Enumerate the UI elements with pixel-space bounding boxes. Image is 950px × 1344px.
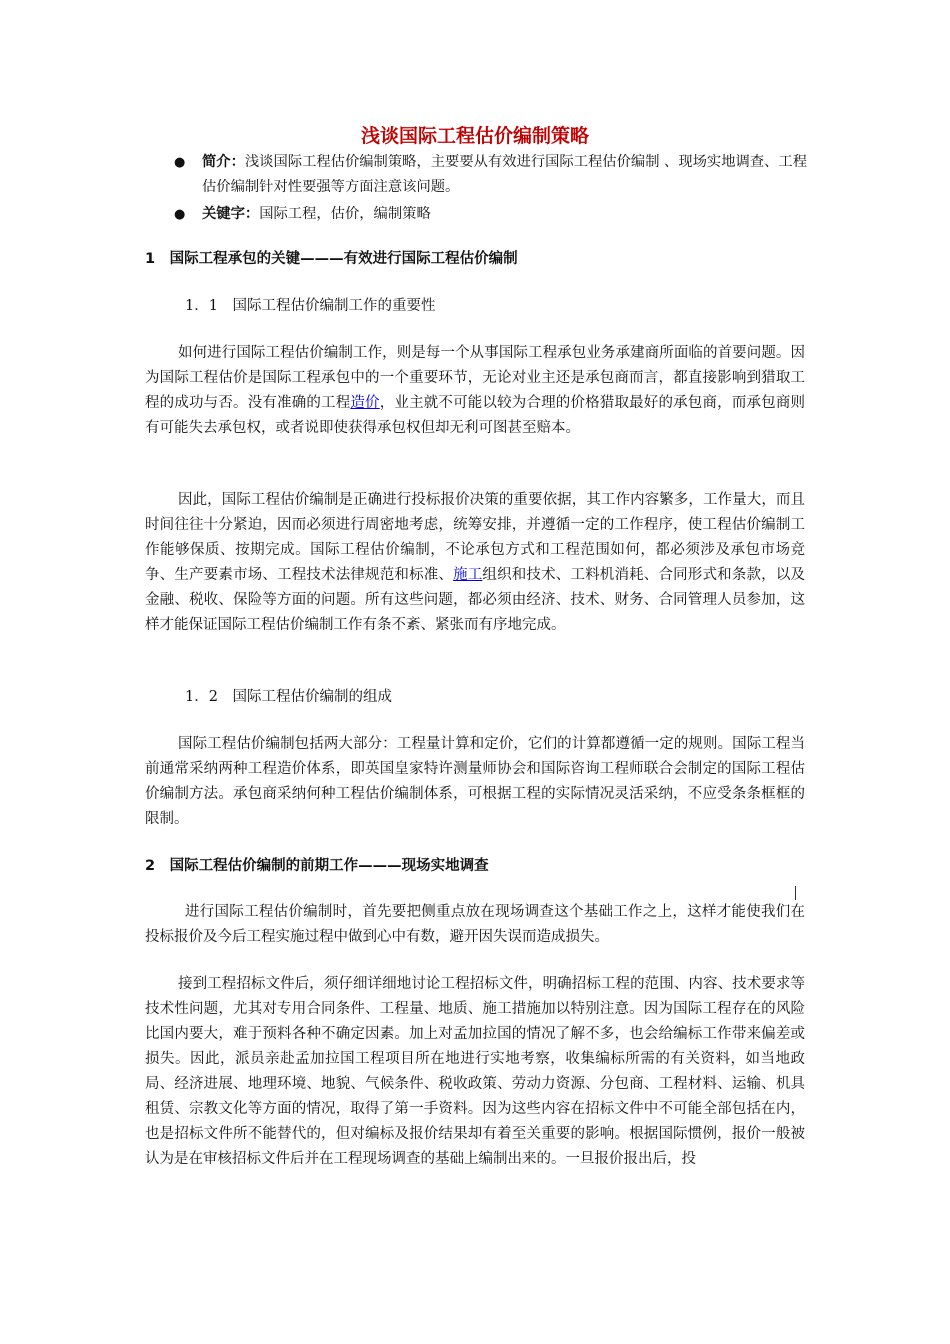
paragraph-text: ，业主就不可能以较为合理的价格猎取最好的承包商，而承包商则有可能失去承包权，或者说即使获得承包权但却无利可图甚至赔本。 [145, 395, 806, 436]
section-1-1-paragraph-1 [145, 341, 805, 441]
paragraph-text: 组织和技术、工料机消耗、合同形式和条款，以及金融、税收、保险等方面的问题。所有这些问题，都必须由经济、技术、财务、合同管理人员参加，这样才能保证国际工程估价编制工作有条不紊、紧张而有序地完成。 [145, 567, 805, 633]
summary-label: 简介： [202, 154, 245, 170]
keywords-label: 关键字： [202, 206, 260, 222]
cost-link[interactable]: 造价 [350, 395, 380, 411]
section-1-2-paragraph: 国际工程估价编制包括两大部分：工程量计算和定价，它们的计算都遵循一定的规则。国际工程当前通常采纳两种工程造价体系，即英国皇家特许测量师协会和国际咨询工程师联合会制定的国际工程估价编制方法。承包商采纳何种工程估价编制体系，可根据工程的实际情况灵活采纳，不应受条条框框的限制。 [145, 736, 805, 827]
section-1-heading: 1 国际工程承包的关键———有效进行国际工程估价编制 [145, 251, 518, 267]
bullet-icon: ● [174, 207, 186, 222]
section-1-1-heading: 1．1 国际工程估价编制工作的重要性 [185, 298, 436, 314]
section-1-2-heading: 1．2 国际工程估价编制的组成 [185, 689, 392, 705]
section-2-paragraph-1: 进行国际工程估价编制时，首先要把侧重点放在现场调查这个基础工作之上，这样才能使我们在投标报价及今后工程实施过程中做到心中有数，避开因失误而造成损失。 [145, 904, 805, 945]
summary-item [168, 150, 808, 200]
summary-list [168, 150, 808, 229]
paragraph-text: 因此，国际工程估价编制是正确进行投标报价决策的重要依据，其工作内容繁多，工作量大，而且时间往往十分紧迫，因而必须进行周密地考虑，统筹安排，并遵循一定的工作程序，使工程估价编制工作能够保质、按期完成。国际工程估价编制，不论承包方式和工程范围如何，都必须涉及承包市场竞争、生产要素市场、工程技术法律规范和标准、 [145, 492, 805, 583]
construction-link[interactable]: 施工 [453, 567, 483, 583]
keywords-text: 国际工程，估价，编制策略 [259, 206, 431, 222]
bullet-icon: ● [174, 155, 186, 170]
keywords-item [168, 202, 808, 227]
section-2-paragraph-2: 接到工程招标文件后，须仔细详细地讨论工程招标文件，明确招标工程的范围、内容、技术要求等技术性问题，尤其对专用合同条件、工程量、地质、施工措施加以特别注意。因为国际工程存在的风险比国内要大，难于预料各种不确定因素。加上对孟加拉国的情况了解不多，也会给编标工作带来偏差或损失。因此，派员亲赴孟加拉国工程项目所在地进行实地考察，收集编标所需的有关资料，如当地政局、经济进展、地理环境、地貌、气候条件、税收政策、劳动力资源、分包商、工程材料、运输、机具租赁、宗教文化等方面的情况，取得了第一手资料。因为这些内容在招标文件中不可能全部包括在内，也是招标文件所不能替代的，但对编标及报价结果却有着至关重要的影响。根据国际惯例，报价一般被认为是在审核招标文件后并在工程现场调查的基础上编制出来的。一旦报价报出后，投 [145, 976, 805, 1167]
summary-text: 浅谈国际工程估价编制策略，主要要从有效进行国际工程估价编制 、现场实地调查、工程估价编制针对性要强等方面注意该问题。 [202, 154, 808, 195]
document-title: 浅谈国际工程估价编制策略 [360, 125, 589, 147]
section-1-1-paragraph-2 [145, 488, 805, 638]
text-cursor-mark [795, 886, 796, 900]
paragraph-text: 如何进行国际工程估价编制工作，则是每一个从事国际工程承包业务承建商所面临的首要问题。因为国际工程估价是国际工程承包中的一个重要环节，无论对业主还是承包商而言，都直接影响到猎取工程的成功与否。没有准确的工程 [145, 345, 805, 411]
section-2-heading: 2 国际工程估价编制的前期工作———现场实地调查 [145, 858, 489, 874]
